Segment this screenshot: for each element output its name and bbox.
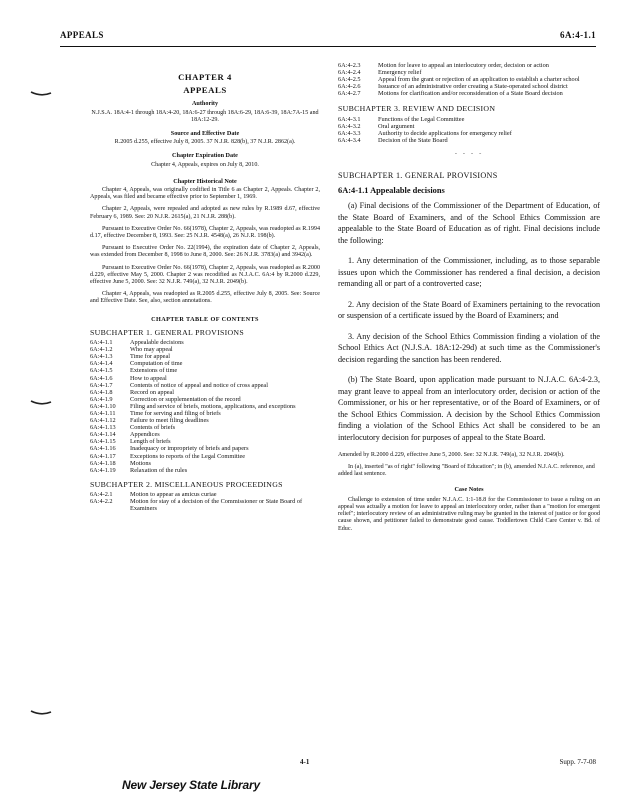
toc-row: 6A:4-2.1 Motion to appear as amicus curiae [90, 491, 217, 499]
toc-row: 6A:4-1.7 Contents of notice of appeal and notice of cross appeal [90, 381, 268, 389]
toc-row: 6A:4-1.12 Failure to meet filing deadlines [90, 417, 209, 425]
historical-note-paragraph: Chapter 4, Appeals, was originally codified in Title 6 as Chapter 2, Appeals. Chapter 2, Appeals, was filed and became effective prior to September 1, 1969. [90, 187, 320, 201]
toc-row: 6A:4-2.4 Emergency relief [338, 69, 422, 77]
toc-row: 6A:4-1.6 How to appeal [90, 374, 167, 382]
toc-subchapter-2-continued [338, 62, 600, 97]
case-notes-heading: Case Notes [454, 485, 484, 493]
toc-row: 6A:4-1.10 Filing and service of briefs, motions, applications, and exceptions [90, 402, 296, 410]
page-number: 4-1 [300, 758, 310, 766]
toc-subchapter-2 [90, 491, 320, 512]
case-note-text: Challenge to extension of time under N.J.A.C. 1:1-18.8 for the Commissioner to issue a ruling on an appeal was actually a motion for leave to appeal an interlocutory order, rather than a "motion for emergent relief"; interlocutory review of an administrative ruling may be granted in the interest of justice or for good cause shown, and petitioner failed to demonstrate good cause. Toddlertown Child Care Center v. Bd. of Educ. [338, 497, 600, 532]
subchapter-2-heading: SUBCHAPTER 2. MISCELLANEOUS PROCEEDINGS [90, 479, 283, 489]
historical-note-paragraph: Pursuant to Executive Order No. 22(1994), the expiration date of Chapter 2, Appeals, was extended from December 8, 1998 to June 8, 2000. See: 26 N.J.R. 3783(a) and 3942(a). [90, 245, 320, 259]
section-body [338, 200, 600, 443]
subchapter-1-title: SUBCHAPTER 1. GENERAL PROVISIONS [338, 170, 498, 180]
toc-heading: CHAPTER TABLE OF CONTENTS [151, 315, 259, 323]
margin-mark-icon [30, 710, 52, 714]
toc-row: 6A:4-1.18 Motions [90, 459, 151, 467]
toc-row: 6A:4-2.2 Motion for stay of a decision of the Commissioner or State Board of Examiners [90, 498, 303, 513]
authority-heading: Authority [191, 100, 219, 108]
historical-note-paragraph: Pursuant to Executive Order No. 66(1978), Chapter 2, Appeals, was readopted as R.2000 d.229, effective May 5, 2000. Chapter 2 was recodified as N.J.A.C. 6A:4 by R.2000 d.229, effective June 5, 2000. See: 32 N.J.R. 749(a), 32 N.J.R. 2049(b). [90, 264, 320, 286]
header-section: 6A:4-1.1 [560, 30, 596, 40]
body-paragraph: 2. Any decision of the State Board of Examiners pertaining to the revocation or suspension of a certificate issued by the Board of Examiners; and [338, 299, 600, 321]
toc-row: 6A:4-1.5 Extensions of time [90, 367, 178, 375]
body-paragraph: 3. Any decision of the School Ethics Commission finding a violation of the School Ethics Act (N.J.S.A. 18A:12-29d) at such time as the Commissioner's decision regarding the sanction has been rendered. [338, 331, 600, 364]
left-column [90, 60, 320, 512]
running-header [60, 30, 596, 46]
chapter-title: APPEALS [183, 85, 227, 96]
library-stamp: New Jersey State Library [122, 778, 260, 792]
body-paragraph: (b) The State Board, upon application made pursuant to N.J.A.C. 6A:4-2.3, may grant leave to appeal from an interlocutory order, decision or action of the Commissioner, or his or her representative, or of the Board of Examiners, or of the School Ethics Commission. A decision by the School Ethics Commission finding a violation of the School Ethics Act shall be considered to be an interlocutory decision for purposes of appeal to the State Board. [338, 375, 600, 442]
section-separator: - - - - [454, 149, 484, 158]
toc-row: 6A:4-1.14 Appendices [90, 431, 160, 439]
toc-row: 6A:4-1.1 Appealable decisions [90, 339, 184, 347]
chapter-number: CHAPTER 4 [178, 72, 232, 82]
expiration-heading: Chapter Expiration Date [172, 152, 238, 160]
header-chapter: APPEALS [60, 30, 104, 40]
subchapter-1-heading: SUBCHAPTER 1. GENERAL PROVISIONS [90, 327, 245, 337]
toc-row: 6A:4-1.8 Record on appeal [90, 388, 175, 396]
expiration-text: Chapter 4, Appeals, expires on July 8, 2010. [151, 161, 259, 168]
toc-subchapter-3 [338, 116, 600, 144]
toc-row: 6A:4-2.5 Appeal from the grant or rejection of an application to establish a charter school [338, 76, 580, 84]
historical-note-paragraph: Chapter 4, Appeals, was readopted as R.2005 d.255, effective July 8, 2005. See: Source and Effective Date. See, also, section annotations. [90, 291, 320, 305]
toc-row: 6A:4-1.19 Relaxation of the rules [90, 466, 188, 474]
toc-row: 6A:4-2.7 Motions for clarification and/or reconsideration of a State Board decision [338, 90, 563, 98]
margin-mark-icon [30, 91, 52, 95]
supplement-date: Supp. 7-7-08 [559, 758, 596, 766]
historical-note-paragraph: Chapter 2, Appeals, were repealed and adopted as new rules by R.1989 d.67, effective February 6, 1989. See: 20 N.J.R. 2615(a), 21 N.J.R. 288(b). [90, 206, 320, 220]
toc-row: 6A:4-3.2 Oral argument [338, 122, 415, 130]
right-column [338, 62, 600, 537]
toc-row: 6A:4-3.1 Functions of the Legal Committee [338, 115, 465, 123]
subchapter-3-heading: SUBCHAPTER 3. REVIEW AND DECISION [338, 104, 496, 114]
toc-row: 6A:4-1.13 Contents of briefs [90, 424, 176, 432]
margin-mark-icon [30, 400, 52, 404]
toc-row: 6A:4-1.15 Length of briefs [90, 438, 171, 446]
toc-row: 6A:4-2.6 Issuance of an administrative order creating a State-operated school district [338, 83, 568, 91]
authority-text: N.J.S.A. 18A:4-1 through 18A:4-20, 18A:6-27 through 18A:6-29, 18A:6-39, 18A:7A-15 and 18A:12-29. [91, 109, 319, 123]
toc-row: 6A:4-3.3 Authority to decide applications for emergency relief [338, 130, 512, 138]
toc-row: 6A:4-3.4 Decision of the State Board [338, 137, 448, 145]
toc-row: 6A:4-2.3 Motion for leave to appeal an interlocutory order, decision or action [338, 62, 549, 69]
body-paragraph: 1. Any determination of the Commissioner, including, as to those separable issues upon which the Commissioner has rendered a final decision, a decision remanding all or part of a controverted case; [338, 256, 600, 289]
toc-row: 6A:4-1.11 Time for serving and filing of briefs [90, 410, 221, 418]
amendment-note: Amended by R.2000 d.229, effective June 5, 2000. See: 32 N.J.R. 749(a), 32 N.J.R. 2049(b). [338, 452, 565, 459]
source-heading: Source and Effective Date [170, 130, 240, 138]
toc-row: 6A:4-1.2 Who may appeal [90, 346, 173, 354]
historical-note-heading: Chapter Historical Note [173, 177, 237, 185]
toc-row: 6A:4-1.4 Computation of time [90, 360, 183, 368]
body-paragraph: (a) Final decisions of the Commissioner of the Department of Education, of the State Board of Examiners, and of the School Ethics Commission are appealable to the State Board of Education as of right. Final decisions include the following: [338, 201, 600, 245]
section-title: 6A:4-1.1 Appealable decisions [338, 186, 445, 196]
source-text: R.2005 d.255, effective July 8, 2005. 37 N.J.R. 828(b), 37 N.J.R. 2862(a). [114, 139, 296, 146]
toc-subchapter-1 [90, 339, 320, 474]
toc-row: 6A:4-1.9 Correction or supplementation of the record [90, 395, 241, 403]
toc-row: 6A:4-1.3 Time for appeal [90, 353, 170, 361]
historical-note-paragraph: Pursuant to Executive Order No. 66(1978), Chapter 2, Appeals, was readopted as R.1994 d.17, effective December 8, 1993. See: 25 N.J.R. 4548(a), 26 N.J.R. 198(b). [90, 225, 320, 240]
amendment-detail: In (a), inserted "as of right" following "Board of Education"; in (b), amended N.J.A.C. reference, and added last sentence. [338, 463, 595, 477]
toc-row: 6A:4-1.16 Inadequacy or impropriety of briefs and papers [90, 445, 249, 453]
header-rule [60, 46, 596, 47]
toc-row: 6A:4-1.17 Exceptions to reports of the Legal Committee [90, 452, 246, 460]
